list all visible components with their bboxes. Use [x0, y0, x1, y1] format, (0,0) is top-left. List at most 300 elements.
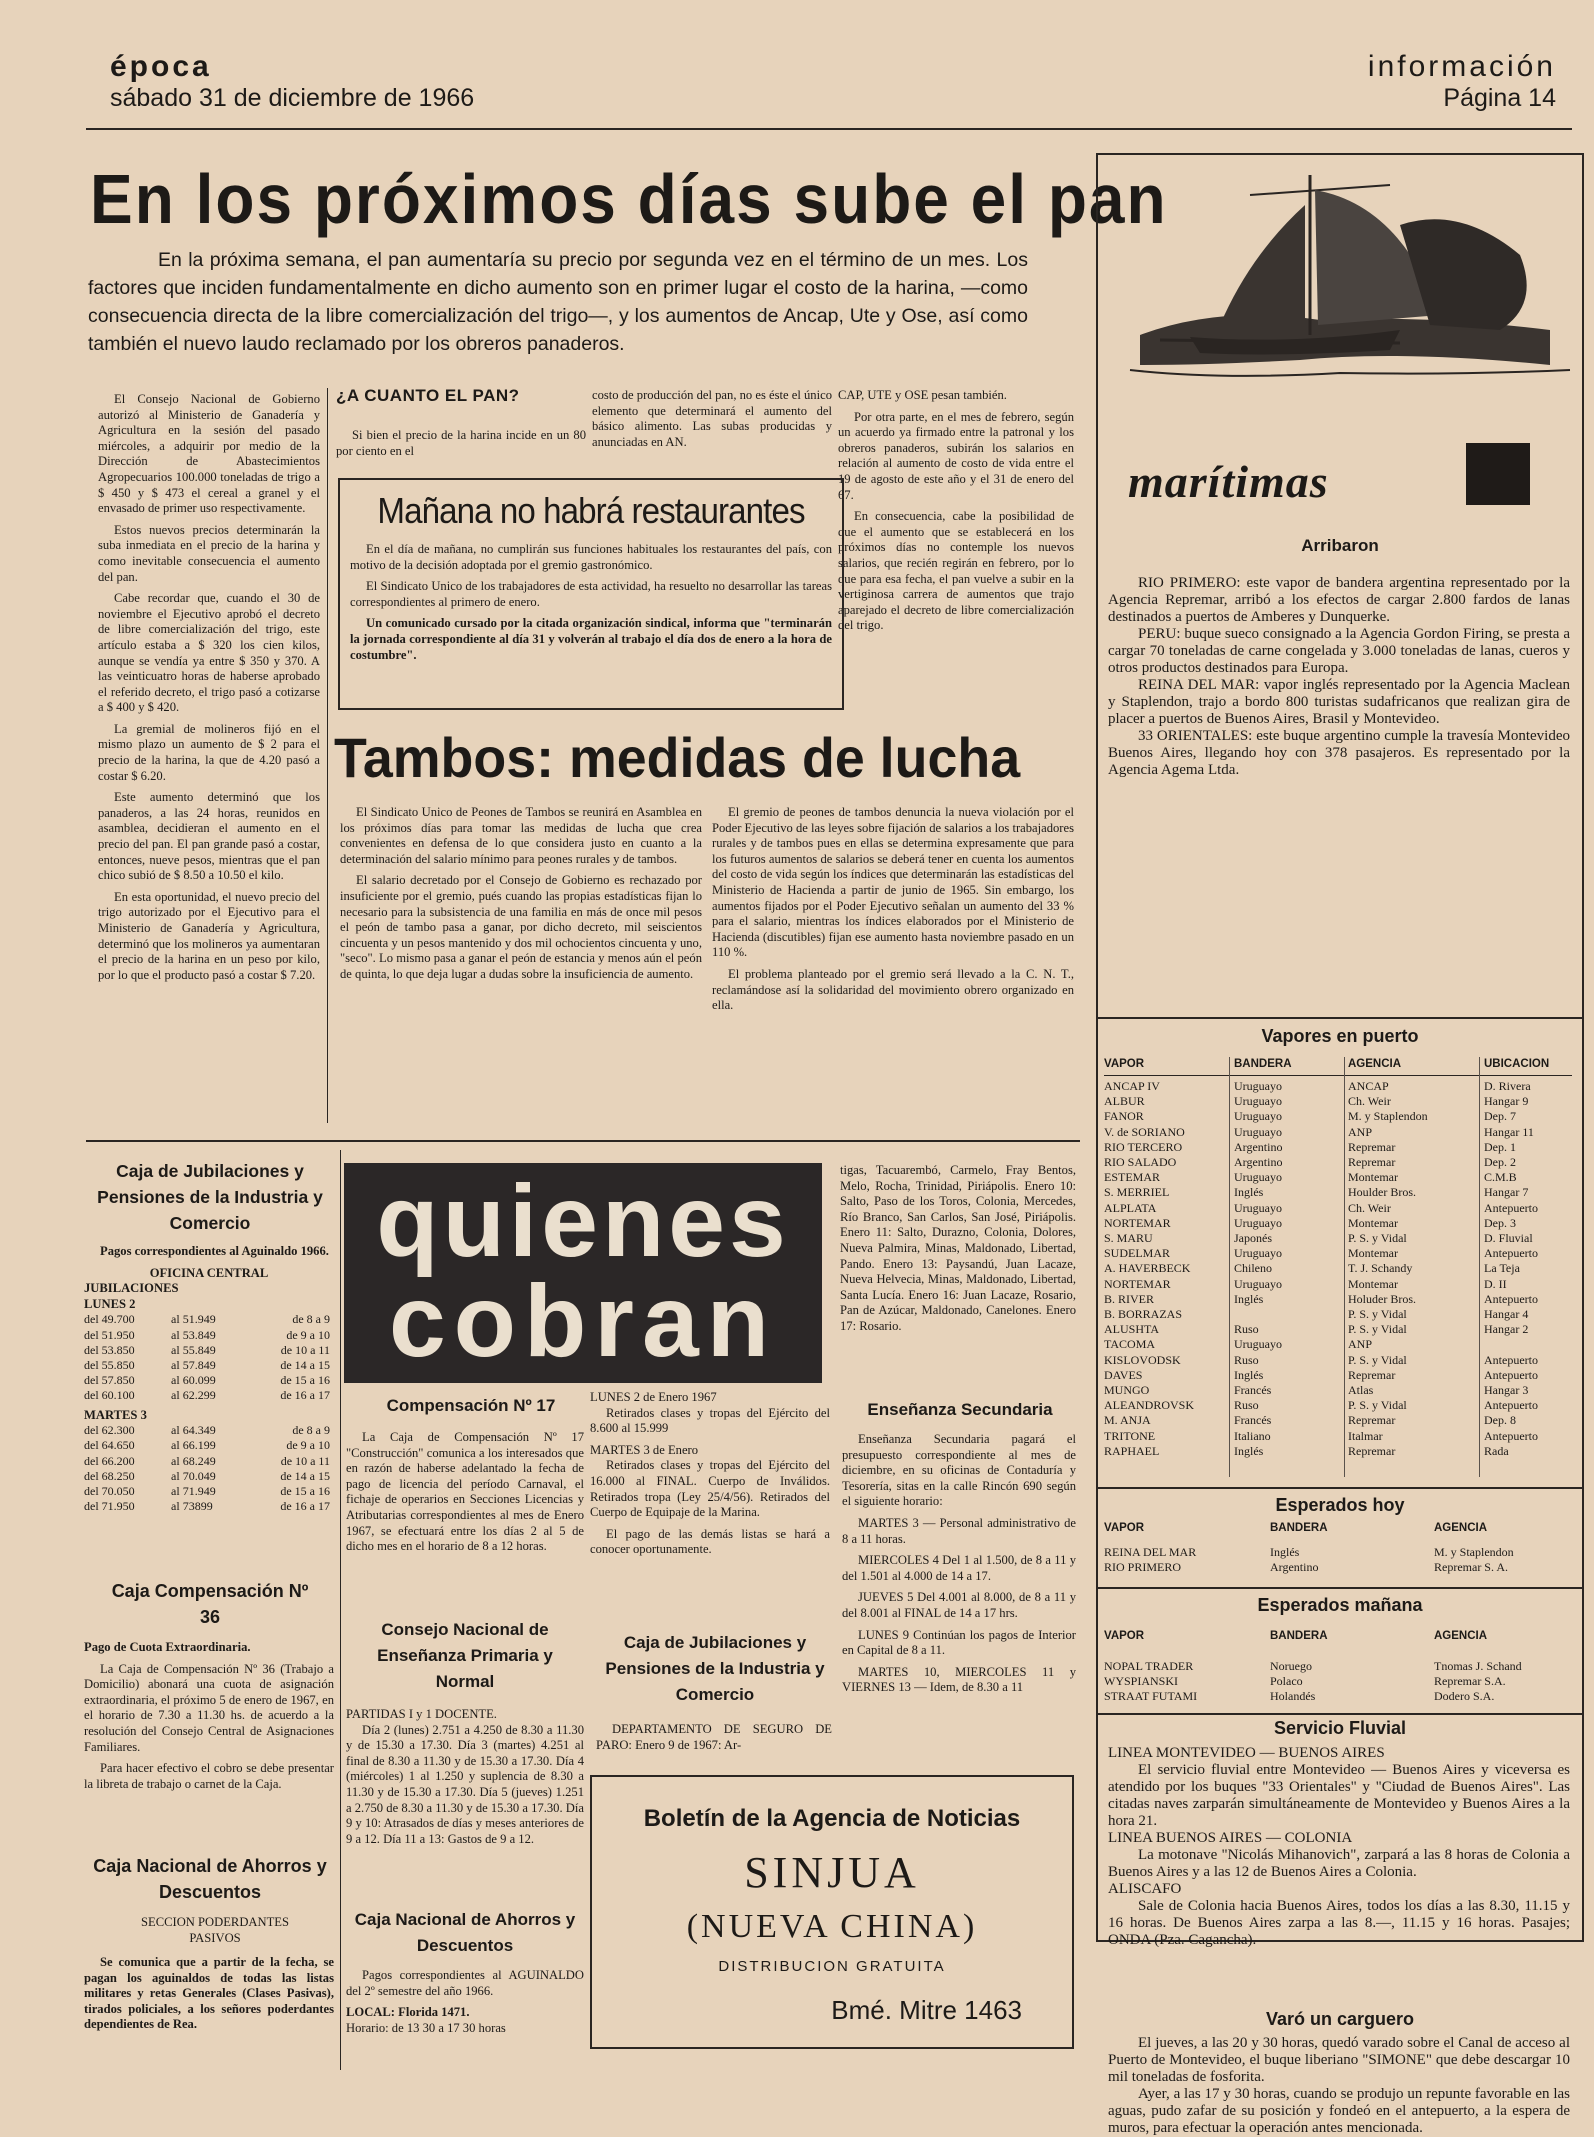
- maritimas-title: marítimas: [1128, 456, 1329, 507]
- cell: al 57.849: [171, 1357, 216, 1372]
- ahorros2-body: [346, 1968, 584, 2036]
- maritimas-section: [1096, 153, 1584, 2136]
- ejercito-body: [590, 1390, 830, 1564]
- paragraph: El problema planteado por el gremio será llevado a la C. N. T., reclamándose así la solidaridad del movimiento obrero organizado en ella.: [712, 966, 1074, 1013]
- office-label: OFICINA CENTRAL: [149, 1265, 269, 1280]
- bread-column-2: [336, 428, 586, 465]
- paragraph: La gremial de molineros fijó en el mismo plazo un aumento de $ 2 para el precio de la harina, la que de 4.20 pasó a costar $ 6.20.: [98, 721, 320, 783]
- bandera-column: [1270, 1545, 1420, 1575]
- cell: de 14 a 15: [280, 1357, 330, 1372]
- paragraph: Retirados clases y tropas del Ejército del 8.600 al 15.999: [590, 1405, 830, 1436]
- arribaron-title: Arribaron: [1301, 536, 1379, 555]
- paragraph: Para hacer efectivo el cobro se debe presentar la libreta de trabajo o carnet de la Caja.: [84, 1761, 334, 1791]
- table-cell: Ruso: [1234, 1352, 1259, 1367]
- table-cell: REINA DEL MAR: [1104, 1545, 1197, 1559]
- paragraph: El pago de las demás listas se hará a conocer oportunamente.: [590, 1526, 830, 1557]
- table-cell: Rada: [1484, 1443, 1509, 1458]
- table-cell: ALUSHTA: [1104, 1322, 1160, 1337]
- ejercito-martes: MARTES 3 de Enero: [590, 1442, 699, 1457]
- table-cell: D. II: [1484, 1276, 1507, 1291]
- divider: [1098, 1487, 1582, 1489]
- cell: de 16 a 17: [280, 1499, 330, 1514]
- jubilaciones-label: JUBILACIONES: [84, 1281, 179, 1296]
- table-row: [84, 1438, 334, 1453]
- table-cell: B. RIVER: [1104, 1291, 1155, 1306]
- cell: del 53.850: [84, 1342, 135, 1357]
- table-cell: Atlas: [1348, 1383, 1374, 1398]
- table-cell: DAVES: [1104, 1367, 1143, 1382]
- carguero-body: [1108, 2035, 1570, 2137]
- paragraph: MARTES 10, MIERCOLES 11 y VIERNES 13 — Idem, de 8.30 a 11: [842, 1664, 1076, 1695]
- cell: al 60.099: [171, 1373, 216, 1388]
- table-cell: [1484, 1337, 1574, 1352]
- table-cell: S. MARU: [1104, 1231, 1153, 1246]
- col-divider: [1344, 1057, 1345, 1477]
- table-cell: Tnomas J. Schand: [1434, 1659, 1522, 1673]
- table-cell: Ch. Weir: [1348, 1200, 1391, 1215]
- paragraph: Pagos correspondientes al AGUINALDO del 2º semestre del año 1966.: [346, 1968, 584, 1998]
- restaurantes-body: [350, 542, 832, 663]
- cell: al 53.849: [171, 1327, 216, 1342]
- vapores-table: [1104, 1057, 1578, 1487]
- vapor-column: [1104, 1079, 1228, 1459]
- esperados-manana-table: [1104, 1629, 1578, 1709]
- table-cell: Uruguayo: [1234, 1200, 1282, 1215]
- cell: al 73899: [171, 1499, 213, 1514]
- esperados-hoy-table: [1104, 1521, 1578, 1591]
- cell: del 70.050: [84, 1484, 135, 1498]
- paragraph: El gremio de peones de tambos denuncia la nueva violación por el Poder Ejecutivo de las leyes sobre fijación de salarios a los trabajadores rurales y de tambos pues en ellas se determina expresamente que para los futuros aumentos de salarios se deberá tener en cuenta los aumentos del costo de vida según los índices que determinarán las estadísticas del Ministerio de Hacienda a partir de junio de 1965. Sin embargo, los aumentos fijados por el Poder Ejecutivo señalan un aumento del 33 % para el salario, mientras los índices elaborados por el Ministerio de Hacienda (discutibles) fijan ese aumento hasta noviembre pasado en un 110 %.: [712, 805, 1074, 960]
- tambos-column-2: [712, 805, 1074, 1020]
- table-cell: RIO PRIMERO: [1104, 1560, 1182, 1575]
- table-cell: ANCAP: [1348, 1079, 1389, 1093]
- bandera-column: [1270, 1659, 1420, 1705]
- paragraph: Estos nuevos precios determinarán la suba inmediata en el precio de la harina y como inevitable consecuencia el aumento del pan.: [98, 522, 320, 584]
- table-cell: Inglés: [1234, 1443, 1264, 1458]
- table-cell: Ruso: [1234, 1322, 1259, 1337]
- table-row: [84, 1484, 334, 1499]
- col-divider: [1229, 1057, 1230, 1477]
- table-row: [84, 1388, 334, 1403]
- consejo-title: Consejo Nacional de Enseñanza Primaria y Normal: [377, 1620, 553, 1691]
- table-cell: WYSPIANSKI: [1104, 1674, 1179, 1689]
- paragraph: Sale de Colonia hacia Buenos Aires, todos los días a las 8.30, 11.15 y 16 horas. De Buenos Aires zarpa a las 8.—, 11.15 y 16 horas. Pasajes; ONDA (Pza. Cagancha).: [1108, 1898, 1570, 1948]
- cell: del 71.950: [84, 1499, 135, 1514]
- table-cell: Holandés: [1270, 1689, 1316, 1704]
- ubicacion-column: [1484, 1079, 1574, 1459]
- paragraph: En el día de mañana, no cumplirán sus funciones habituales los restaurantes del país, con motivo de la decisión adoptada por el gremio gastronómico.: [350, 542, 832, 572]
- paragraph: En consecuencia, cabe la posibilidad de que el aumento que se establecerá en los próximos días no contemple los nuevos salarios, que recién regirán en febrero, por lo que para esa fecha, el pan vuelve a subir en la vertiginosa carrera de aumentos que trajo aparejado el decreto de libre comercialización del trigo.: [838, 509, 1074, 633]
- table-cell: Hangar 2: [1484, 1322, 1529, 1337]
- paragraph: La motonave "Nicolás Mihanovich", zarpará a las 8 horas de Colonia a Buenos Aires y a las 12 de Buenos Aires a Colonia.: [1108, 1847, 1570, 1880]
- masthead-left: [110, 52, 474, 114]
- main-headline: En los próximos días sube el pan: [90, 160, 1168, 238]
- table-cell: P. S. y Vidal: [1348, 1352, 1407, 1367]
- esperados-manana-title: Esperados mañana: [1257, 1595, 1423, 1615]
- fluvial-title: Servicio Fluvial: [1273, 1718, 1407, 1738]
- table-cell: Inglés: [1234, 1291, 1264, 1306]
- secundaria-title: Enseñanza Secundaria: [867, 1400, 1053, 1419]
- table-cell: Inglés: [1270, 1545, 1300, 1559]
- martes-table: [84, 1423, 334, 1514]
- table-cell: Antepuerto: [1484, 1291, 1538, 1306]
- cell: de 15 a 16: [280, 1373, 330, 1388]
- table-cell: NORTEMAR: [1104, 1215, 1171, 1230]
- ejercito-lunes: LUNES 2 de Enero 1967: [590, 1390, 717, 1404]
- table-cell: Uruguayo: [1234, 1246, 1282, 1261]
- cell: de 8 a 9: [292, 1312, 330, 1327]
- ahorros2-local: LOCAL: Florida 1471.: [346, 2005, 470, 2020]
- cell: del 64.650: [84, 1438, 135, 1453]
- table-cell: Repremar: [1348, 1155, 1396, 1170]
- table-row: [84, 1358, 334, 1373]
- paragraph: El Consejo Nacional de Gobierno autorizó al Ministerio de Ganadería y Agricultura en la sesión del pasado miércoles, a adquirir por medio de la Dirección de Abastecimientos Agropecuarios 100.000 toneladas de trigo a $ 450 y $ 473 el cereal a granel y el envasado de primer uso respectivamente.: [98, 392, 320, 516]
- quienes-text: quienes: [376, 1164, 790, 1278]
- cell: al 71.949: [171, 1484, 216, 1498]
- table-cell: TACOMA: [1104, 1337, 1156, 1352]
- paragraph: Se comunica que a partir de la fecha, se pagan los aguinaldos de todas las listas militares y retas Generales (Clases Pasivas), tirados policiales, a los señores poderdantes dependientes de Rea.: [84, 1955, 334, 2032]
- table-cell: B. BORRAZAS: [1104, 1307, 1183, 1322]
- paragraph: Ayer, a las 17 y 30 horas, cuando se produjo un repunte favorable en las aguas, pudo zafar de su posición y fondeó en el antepuerto, a la espera de muros, para efectuar la operación antes mencionada.: [1108, 2086, 1570, 2136]
- table-cell: Antepuerto: [1484, 1246, 1538, 1261]
- paragraph: El jueves, a las 20 y 30 horas, quedó varado sobre el Canal de acceso al Puerto de Montevideo, el buque liberiano "SIMONE" que debe descargar 10 mil toneladas de fosforita.: [1108, 2035, 1570, 2085]
- table-cell: RIO SALADO: [1104, 1155, 1177, 1170]
- agencia-column: [1434, 1545, 1574, 1575]
- table-cell: Hangar 9: [1484, 1094, 1529, 1109]
- table-cell: Antepuerto: [1484, 1200, 1538, 1215]
- cell: de 10 a 11: [280, 1453, 330, 1468]
- comp36-body: [84, 1640, 334, 1798]
- table-cell: NOPAL TRADER: [1104, 1659, 1194, 1673]
- comp36-title: Caja Compensación Nº 36: [111, 1581, 309, 1627]
- table-cell: Inglés: [1234, 1367, 1264, 1382]
- bread-column-1: [98, 392, 320, 989]
- issue-date: sábado 31 de diciembre de 1966: [110, 84, 475, 112]
- paragraph: En esta oportunidad, el nuevo precio del trigo autorizado por el Ejecutivo para el Ministerio de Ganadería y Agricultura, determinó que los molineros ya aumentaran el precio de la harina en un peso por kilo, por lo que el producto pasó a costar $ 7.20.: [98, 889, 320, 982]
- table-cell: Repremar: [1348, 1443, 1396, 1458]
- cell: de 16 a 17: [280, 1388, 330, 1403]
- table-cell: Hangar 4: [1484, 1307, 1529, 1322]
- table-cell: NORTEMAR: [1104, 1276, 1171, 1291]
- cell: al 51.949: [171, 1312, 216, 1327]
- table-cell: RAPHAEL: [1104, 1443, 1160, 1458]
- table-cell: Hangar 7: [1484, 1185, 1529, 1200]
- table-cell: Francés: [1234, 1383, 1272, 1398]
- table-row: [84, 1312, 334, 1327]
- table-cell: Ch. Weir: [1348, 1094, 1391, 1109]
- table-cell: ANP: [1348, 1124, 1373, 1139]
- table-cell: P. S. y Vidal: [1348, 1307, 1407, 1322]
- subhead-cuanto: ¿A CUANTO EL PAN?: [336, 386, 520, 405]
- table-cell: Montemar: [1348, 1276, 1398, 1291]
- sailing-ship-illustration: [1100, 165, 1580, 395]
- table-cell: Uruguayo: [1234, 1109, 1282, 1124]
- table-cell: P. S. y Vidal: [1348, 1231, 1407, 1246]
- table-cell: A. HAVERBECK: [1104, 1261, 1191, 1276]
- divider: [1104, 1075, 1572, 1076]
- table-cell: Repremar S.A.: [1434, 1674, 1506, 1689]
- header-ubicacion: UBICACION: [1484, 1058, 1550, 1070]
- table-cell: Dep. 2: [1484, 1155, 1516, 1170]
- maritimas-black-square: [1466, 443, 1530, 505]
- cell: de 8 a 9: [292, 1423, 330, 1438]
- ahorros-body: [84, 1955, 334, 2039]
- cell: del 51.950: [84, 1327, 135, 1342]
- divider: [1098, 1713, 1582, 1715]
- paragraph: CAP, UTE y OSE pesan también.: [838, 388, 1007, 402]
- table-cell: Holuder Bros.: [1348, 1291, 1416, 1306]
- header-agencia: AGENCIA: [1348, 1058, 1402, 1070]
- arribaron-body: [1108, 575, 1570, 779]
- table-cell: Repremar S. A.: [1434, 1560, 1508, 1575]
- section-name: información: [1367, 50, 1556, 83]
- comp17-title: Compensación Nº 17: [386, 1396, 556, 1415]
- table-cell: Italiano: [1234, 1428, 1271, 1443]
- cell: del 68.250: [84, 1468, 135, 1483]
- table-cell: ALPLATA: [1104, 1200, 1157, 1215]
- page-number: Página 14: [1443, 84, 1556, 112]
- quienes-cobran-banner: [344, 1163, 822, 1383]
- table-cell: Francés: [1234, 1413, 1272, 1428]
- cell: del 55.850: [84, 1357, 135, 1372]
- tambos-column-1: [340, 805, 702, 989]
- paragraph: La Caja de Compensación Nº 36 (Trabajo a Domicilio) abonará una cuota de asignación extraordinaria, el próximo 5 de enero de 1967, en el horario de 7.30 a 11.30 hs. de acuerdo a la resolución del Consejo Central de Asignaciones Familiares.: [84, 1661, 334, 1754]
- restaurantes-title: Mañana no habrá restaurantes: [377, 490, 805, 531]
- main-lede: En la próxima semana, el pan aumentaría su precio por segunda vez en el término de un mes. Los factores que inciden fundamentalmente en dicho aumento son en primer lugar el costo de la harina, —como consecuencia directa de la libre comercialización del trigo—, y los aumentos de Ancap, Ute y Ose, así como también el nuevo laudo reclamado por los obreros panaderos.: [88, 249, 1028, 355]
- cell: del 57.850: [84, 1373, 135, 1388]
- table-row: [84, 1423, 334, 1438]
- paragraph: REINA DEL MAR: vapor inglés representado por la Agencia Maclean y Staplendon, trajo a bordo 800 turistas sudafricanos que realizan gira de placer a puertos de Buenos Aires, Brasil y Montevideo.: [1108, 677, 1570, 727]
- column-divider: [327, 388, 328, 1123]
- sinjua-ad: [590, 1775, 1074, 2049]
- consejo-body: [346, 1707, 584, 1853]
- bread-column-4: [838, 388, 1074, 640]
- table-cell: S. MERRIEL: [1104, 1185, 1170, 1200]
- cell: al 70.049: [171, 1468, 216, 1483]
- table-cell: Antepuerto: [1484, 1352, 1538, 1367]
- lunes-table: [84, 1312, 334, 1403]
- cell: al 62.299: [171, 1388, 216, 1403]
- table-cell: MUNGO: [1104, 1383, 1150, 1398]
- table-cell: STRAAT FUTAMI: [1104, 1689, 1198, 1704]
- cobran-text: cobran: [388, 1264, 778, 1378]
- col-divider: [1479, 1057, 1480, 1477]
- table-cell: Repremar: [1348, 1367, 1396, 1382]
- agencia-column: [1434, 1659, 1574, 1705]
- table-cell: Antepuerto: [1484, 1428, 1538, 1443]
- caja-industria-body: [84, 1244, 334, 1514]
- cell: de 9 a 10: [286, 1438, 330, 1453]
- paragraph: costo de producción del pan, no es éste el único elemento que determinará el aumento del básico alimento. Las subas producidas y anunciadas en AN.: [592, 388, 832, 449]
- table-row: [84, 1469, 334, 1484]
- table-cell: Hangar 3: [1484, 1383, 1529, 1398]
- table-cell: D. Rivera: [1484, 1079, 1531, 1093]
- table-cell: ALBUR: [1104, 1094, 1145, 1109]
- table-cell: M. ANJA: [1104, 1413, 1151, 1428]
- table-cell: M. y Staplendon: [1348, 1109, 1428, 1124]
- lunes-label: LUNES 2: [84, 1296, 136, 1311]
- table-cell: [1234, 1307, 1344, 1322]
- table-cell: ESTEMAR: [1104, 1170, 1161, 1185]
- paragraph: 33 ORIENTALES: este buque argentino cumple la travesía Montevideo Buenos Aires, llegando hoy con 378 pasajeros. Es representado por la Agencia Agema Ltda.: [1108, 728, 1570, 778]
- header-bandera: BANDERA: [1270, 1630, 1328, 1642]
- table-cell: FANOR: [1104, 1109, 1144, 1124]
- table-cell: Uruguayo: [1234, 1276, 1282, 1291]
- table-cell: TRITONE: [1104, 1428, 1156, 1443]
- table-cell: Repremar: [1348, 1413, 1396, 1428]
- tambos-headline: Tambos: medidas de lucha: [334, 726, 1021, 789]
- table-cell: Inglés: [1234, 1185, 1264, 1200]
- table-cell: Dep. 7: [1484, 1109, 1516, 1124]
- cell: del 62.300: [84, 1423, 135, 1438]
- paragraph: PERU: buque sueco consignado a la Agencia Gordon Firing, se presta a cargar 70 toneladas de carne congelada y 3.000 toneladas de lanas, cueros y otros productos destinados para Europa.: [1108, 626, 1570, 676]
- cell: del 66.200: [84, 1453, 135, 1468]
- caja-industria2-title: Caja de Jubilaciones y Pensiones de la Industria y Comercio: [605, 1633, 825, 1704]
- table-cell: Chileno: [1234, 1261, 1272, 1276]
- comp17-body: [346, 1430, 584, 1561]
- cell: de 10 a 11: [280, 1342, 330, 1357]
- table-cell: P. S. y Vidal: [1348, 1398, 1407, 1413]
- table-cell: T. J. Schandy: [1348, 1261, 1413, 1276]
- cell: al 64.349: [171, 1423, 216, 1438]
- cell: de 15 a 16: [280, 1484, 330, 1498]
- table-cell: Antepuerto: [1484, 1367, 1538, 1382]
- masthead-right: [1368, 52, 1556, 114]
- cell: al 66.199: [171, 1438, 216, 1453]
- table-cell: Dep. 3: [1484, 1215, 1516, 1230]
- paragraph: Pago de Cuota Extraordinaria.: [84, 1640, 251, 1654]
- paragraph: La Caja de Compensación Nº 17 "Construcción" comunica a los interesados que en razón de haberse adelantado la fecha de pago de licencia del período Carnaval, el fichaje de operarios en Secciones Licencias y Atributarias correspondientes al mes de Enero 1967, se efectuará entre los días 2 al 5 de dicho mes en el horario de 8 a 12 horas.: [346, 1430, 584, 1554]
- sinjua-line3: (NUEVA CHINA): [686, 1908, 978, 1945]
- table-cell: SUDELMAR: [1104, 1246, 1171, 1261]
- table-cell: Uruguayo: [1234, 1124, 1282, 1139]
- martes-label: MARTES 3: [84, 1407, 147, 1422]
- table-row: [84, 1499, 334, 1514]
- table-cell: Argentino: [1234, 1139, 1283, 1154]
- route-heading: ALISCAFO: [1108, 1881, 1182, 1897]
- table-cell: Repremar: [1348, 1139, 1396, 1154]
- table-row: [84, 1373, 334, 1388]
- table-cell: Uruguayo: [1234, 1337, 1282, 1352]
- agencia-column: [1348, 1079, 1478, 1459]
- table-cell: RIO TERCERO: [1104, 1139, 1183, 1154]
- paragraph: El salario decretado por el Consejo de Gobierno es rechazado por insuficiente por el gremio, pués cuando las propias estadísticas fijan lo necesario para la subsistencia de una familia en más de once mil pesos el peón de tambo pasa a ganar, por dicho decreto, mil seiscientos cincuenta y un pesos mantenido y dos mil ochocientos cincuenta y uno, "seco". Lo mismo pasa a ganar el peón de estancia y menos aún el peón de quinta, lo que deja lugar a dudas sobre la insuficiencia de aumento.: [340, 873, 702, 981]
- newspaper-name: época: [110, 50, 212, 83]
- vapores-title: Vapores en puerto: [1261, 1026, 1419, 1046]
- table-cell: Argentino: [1234, 1155, 1283, 1170]
- carguero-title: Varó un carguero: [1265, 2009, 1415, 2029]
- divider: [1098, 1017, 1582, 1019]
- table-cell: Ruso: [1234, 1398, 1259, 1413]
- cell: del 49.700: [84, 1312, 135, 1327]
- paragraph: Un comunicado cursado por la citada organización sindical, informa que "terminarán la jornada correspondiente al día 31 y volverán al trabajo el día dos de enero a la hora de costumbre".: [350, 616, 832, 662]
- paragraph: El Sindicato Unico de los trabajadores de esta actividad, ha resuelto no desarrollar las tareas correspondientes al primero de enero.: [350, 579, 832, 609]
- masthead-rule: [86, 128, 1572, 130]
- table-cell: Dep. 8: [1484, 1413, 1516, 1428]
- divider: [1098, 1587, 1582, 1589]
- header-bandera: BANDERA: [1234, 1058, 1292, 1070]
- paragraph: Pagos correspondientes al Aguinaldo 1966.: [100, 1244, 329, 1258]
- vapor-column: [1104, 1545, 1264, 1575]
- table-cell: Argentino: [1270, 1560, 1319, 1575]
- paragraph: Enseñanza Secundaria pagará el presupuesto correspondiente al mes de diciembre, en su oficinas de Contaduría y Tesorería, sitas en la calle Rincón 690 según el siguiente horario:: [842, 1432, 1076, 1509]
- table-cell: Montemar: [1348, 1170, 1398, 1185]
- esperados-hoy-title: Esperados hoy: [1275, 1495, 1405, 1515]
- table-cell: C.M.B: [1484, 1170, 1517, 1185]
- paragraph: DEPARTAMENTO DE SEGURO DE PARO: Enero 9 de 1967: Ar-: [596, 1722, 832, 1752]
- ahorros-sub: SECCION PODERDANTES PASIVOS: [141, 1915, 289, 1945]
- paragraph: MIERCOLES 4 Del 1 al 1.500, de 8 a 11 y del 1.501 al 4.000 de 14 a 17.: [842, 1553, 1076, 1583]
- paragraph: Si bien el precio de la harina incide en un 80 por ciento en el: [336, 428, 586, 458]
- secundaria-body: [842, 1432, 1076, 1702]
- route-heading: LINEA BUENOS AIRES — COLONIA: [1108, 1830, 1353, 1846]
- fluvial-body: [1108, 1745, 1570, 1949]
- paragraph: MARTES 3 — Personal administrativo de 8 a 11 horas.: [842, 1515, 1076, 1546]
- table-cell: ANCAP IV: [1104, 1079, 1160, 1093]
- cell: al 55.849: [171, 1342, 216, 1357]
- table-cell: Houlder Bros.: [1348, 1185, 1416, 1200]
- cell: al 68.249: [171, 1453, 216, 1468]
- table-cell: Uruguayo: [1234, 1215, 1282, 1230]
- table-cell: Hangar 11: [1484, 1124, 1534, 1139]
- paragraph: RIO PRIMERO: este vapor de bandera argentina representado por la Agencia Repremar, arribó a los efectos de cargar 2.800 fardos de lanas destinados a puertos de Amberes y Dunquerke.: [1108, 575, 1570, 625]
- route-heading: LINEA MONTEVIDEO — BUENOS AIRES: [1108, 1745, 1385, 1761]
- paragraph: JUEVES 5 Del 4.001 al 8.000, de 8 a 11 y del 8.001 al FINAL de 14 a 17 hrs.: [842, 1590, 1076, 1620]
- table-cell: Dep. 1: [1484, 1139, 1516, 1154]
- ahorros-title: Caja Nacional de Ahorros y Descuentos: [93, 1856, 327, 1902]
- table-cell: P. S. y Vidal: [1348, 1322, 1407, 1337]
- cell: de 14 a 15: [280, 1468, 330, 1483]
- bandera-column: [1234, 1079, 1344, 1459]
- cell: de 9 a 10: [286, 1327, 330, 1342]
- sinjua-line5: Bmé. Mitre 1463: [831, 1995, 1022, 2025]
- paragraph: Por otra parte, en el mes de febrero, según un acuerdo ya firmado entre la patronal y los obreros panaderos, subirán los salarios en relación al aumento de costo de vida entre el 19 de agosto de este año y el 31 de enero del 67.: [838, 409, 1074, 502]
- table-cell: KISLOVODSK: [1104, 1352, 1181, 1367]
- sinjua-line1: Boletín de la Agencia de Noticias: [643, 1805, 1021, 1832]
- ahorros2-hours: Horario: de 13 30 a 17 30 horas: [346, 2020, 506, 2035]
- paragraph: El Sindicato Unico de Peones de Tambos se reunirá en Asamblea en los próximos días para tomar las medidas de lucha que crea convenientes en defensa de lo que considera justo en cuanto a la determinación del salario mínimo para peones rurales y de tambos.: [340, 805, 702, 866]
- cell: del 60.100: [84, 1388, 135, 1403]
- paragraph: Este aumento determinó que los panaderos, a las 24 horas, reunidos en asamblea, decidieran el aumento en el precio del pan. El pan grande pasó a costar, entonces, nueve pesos, mientras que el pan chico subió de $ 8.50 a 10.50 el kilo.: [98, 790, 320, 883]
- header-vapor: VAPOR: [1104, 1522, 1145, 1534]
- table-cell: Italmar: [1348, 1428, 1383, 1443]
- header-vapor: VAPOR: [1104, 1630, 1145, 1642]
- table-cell: Uruguayo: [1234, 1079, 1282, 1093]
- caja-industria-title: Caja de Jubilaciones y Pensiones de la Industria y Comercio: [97, 1161, 323, 1233]
- paragraph: Día 2 (lunes) 2.751 a 4.250 de 8.30 a 11.30 y de 15.30 a 17.30. Día 3 (martes) 4.251 al final de 8.30 a 11.30 y de 15.30 a 17.30. Día 4 (miércoles) 1 al 1.250 y suplencia de 8.30 a 11.30 y de 15.30 a 17.30. Día 5 (jueves) 1.251 a 2.750 de 8.30 a 11.30 y de 15.30 a 17.30. Día 9 y 10: Atrasados de días y meses anteriores de 9 a 12. Día 11 a 13: Gastos de 9 a 12.: [346, 1722, 584, 1846]
- caja-industria2-body: [596, 1722, 832, 1759]
- table-cell: M. y Staplendon: [1434, 1545, 1514, 1559]
- sinjua-line2: SINJUA: [744, 1848, 920, 1897]
- header-vapor: VAPOR: [1104, 1058, 1145, 1070]
- table-cell: V. de SORIANO: [1104, 1124, 1185, 1139]
- column-divider: [340, 1150, 341, 2070]
- paragraph: El servicio fluvial entre Montevideo — Buenos Aires y viceversa es atendido por los buques "33 Orientales" y "Ciudad de Buenos Aires". Las citadas naves zarparán simultáneamente de Montevideo y Buenos Aires a la hora 21.: [1108, 1762, 1570, 1829]
- paragraph: LUNES 9 Continúan los pagos de Interior en Capital de 8 a 11.: [842, 1627, 1076, 1658]
- interior-body: [840, 1163, 1076, 1341]
- table-row: [84, 1328, 334, 1343]
- paragraph: Retirados clases y tropas del Ejército del 16.000 al FINAL. Cuerpo de Inválidos. Retirados tropa (Ley 25/4/56). Retirados del Cuerpo de Equipaje de la Marina.: [590, 1458, 830, 1520]
- table-cell: Dodero S.A.: [1434, 1689, 1495, 1704]
- table-cell: ANP: [1348, 1337, 1373, 1352]
- header-agencia: AGENCIA: [1434, 1630, 1488, 1642]
- table-cell: Japonés: [1234, 1231, 1272, 1246]
- restaurantes-box: [338, 478, 844, 710]
- table-cell: La Teja: [1484, 1261, 1520, 1276]
- table-cell: Antepuerto: [1484, 1398, 1538, 1413]
- header-bandera: BANDERA: [1270, 1522, 1328, 1534]
- sinjua-line4: DISTRIBUCION GRATUITA: [718, 1958, 946, 1975]
